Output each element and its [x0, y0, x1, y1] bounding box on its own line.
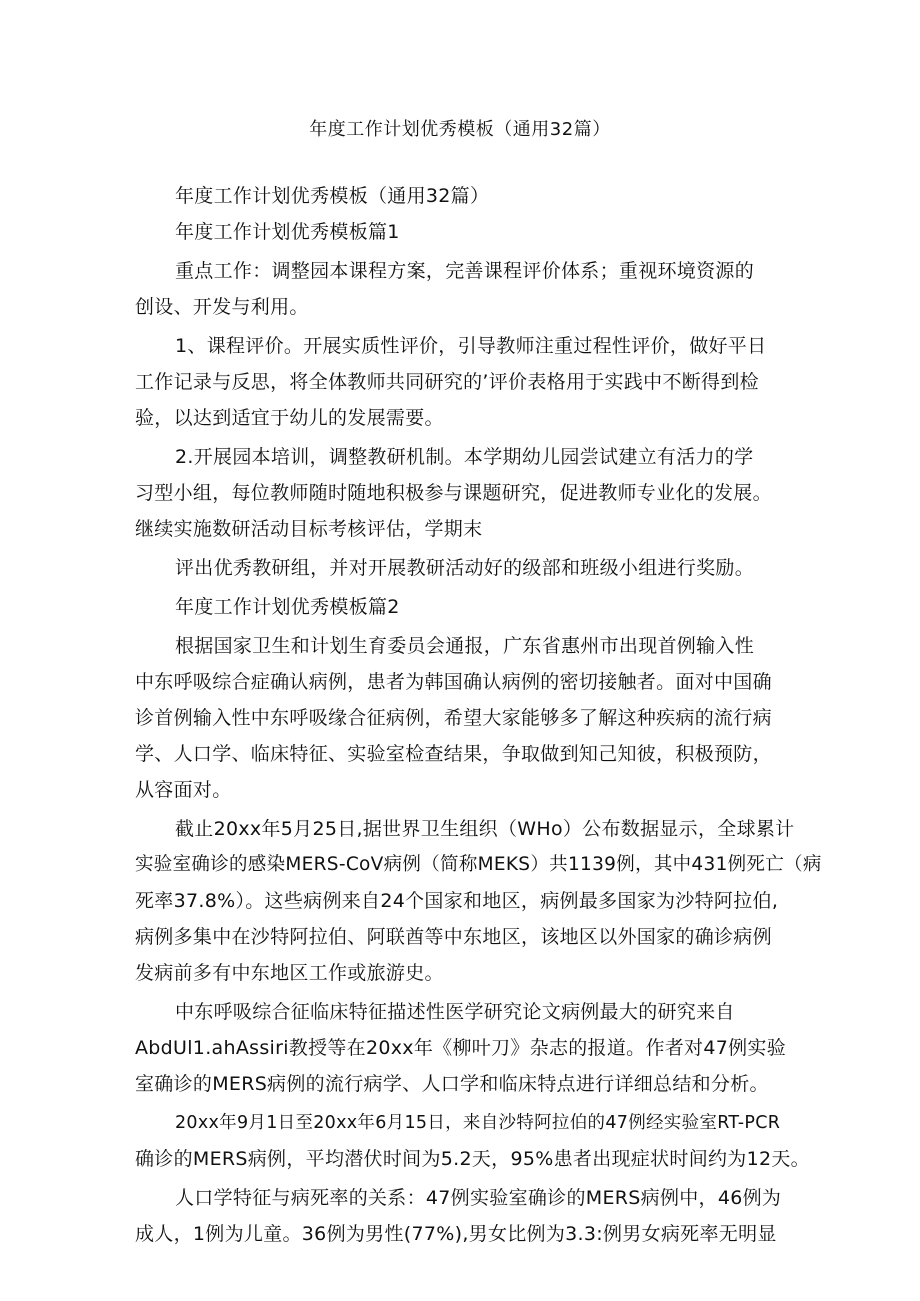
paragraph-line: 20xx年9月1日至20xx年6月15日，来自沙特阿拉伯的47例经实验室RT-PCR: [175, 1113, 781, 1133]
paragraph-line: 年度工作计划优秀模板（通用32篇）: [175, 185, 490, 207]
paragraph-line: 2.开展园本培训，调整教研机制。本学期幼儿园尝试建立有活力的学: [175, 446, 754, 468]
paragraph-line: 年度工作计划优秀模板篇1: [175, 221, 400, 243]
paragraph-line: 人口学特征与病死率的关系：47例实验室确诊的MERS病例中，46例为: [175, 1187, 782, 1209]
paragraph-line: 1、课程评价。开展实质性评价，引导教师注重过程性评价，做好平日: [175, 335, 767, 357]
paragraph-line: 验，以达到适宜于幼儿的发展需要。: [135, 407, 444, 429]
paragraph-line: 成人，1例为儿童。36例为男性(77%),男女比例为3.3:例男女病死率无明显: [135, 1223, 777, 1245]
paragraph-line: 发病前多有中东地区工作或旅游史。: [135, 962, 444, 984]
paragraph-line: 创设、开发与利用。: [135, 296, 309, 318]
paragraph-line: 工作记录与反思，将全体教师共同研究的’评价表格用于实践中不断得到检: [135, 371, 759, 393]
paragraph-line: 中东呼吸综合症确认病例，患者为韩国确认病例的密切接触者。面对中国确: [135, 671, 772, 693]
paragraph-line: 重点工作：调整园本课程方案，完善课程评价体系；重视环境资源的: [175, 260, 755, 282]
paragraph-line: 评出优秀教研组，并对开展教研活动好的级部和班级小组进行奖励。: [175, 557, 755, 579]
paragraph-line: 截止20xx年5月25日,据世界卫生组织（WHo）公布数据显示，全球累计: [175, 818, 795, 840]
paragraph-line: 诊首例输入性中东呼吸缘合征病例，希望大家能够多了解这种疾病的流行病: [135, 707, 772, 729]
paragraph-line: 继续实施数研活动目标考核评估，学期末: [135, 518, 483, 540]
paragraph-line: 根据国家卫生和计划生育委员会通报，广东省惠州市出现首例输入性: [175, 635, 755, 657]
paragraph-line: 病例多集中在沙特阿拉伯、阿联酋等中东地区，该地区以外国家的确诊病例: [135, 926, 772, 948]
paragraph-line: 从容面对。: [135, 779, 232, 801]
paragraph-line: 死率37.8%）。这些病例来自24个国家和地区，病例最多国家为沙特阿拉伯,: [135, 890, 779, 912]
paragraph-line: 习型小组，每位教师随时随地积极参与课题研究，促进教师专业化的发展。: [135, 482, 772, 504]
paragraph-line: 确诊的MERS病例，平均潜伏时间为5.2天，95%患者出现症状时间约为12天。: [135, 1148, 810, 1170]
paragraph-line: 学、人口学、临床特征、实验室检查结果，争取做到知己知彼，积极预防，: [135, 743, 772, 765]
paragraph-line: AbdUl1.ahAssiri教授等在20xx年《柳叶刀》杂志的报道。作者对47例实验: [135, 1037, 787, 1059]
paragraph-line: 室确诊的MERS病例的流行病学、人口学和临床特点进行详细总结和分析。: [135, 1073, 769, 1095]
document-title: 年度工作计划优秀模板（通用32篇）: [309, 119, 611, 140]
paragraph-line: 年度工作计划优秀模板篇2: [175, 596, 400, 618]
paragraph-line: 实验室确诊的感染MERS-CoV病例（简称MEKS）共1139例，其中431例死亡（病: [135, 854, 822, 875]
paragraph-line: 中东呼吸综合征临床特征描述性医学研究论文病例最大的研究来自: [175, 1001, 735, 1023]
document-body: [135, 178, 822, 1252]
